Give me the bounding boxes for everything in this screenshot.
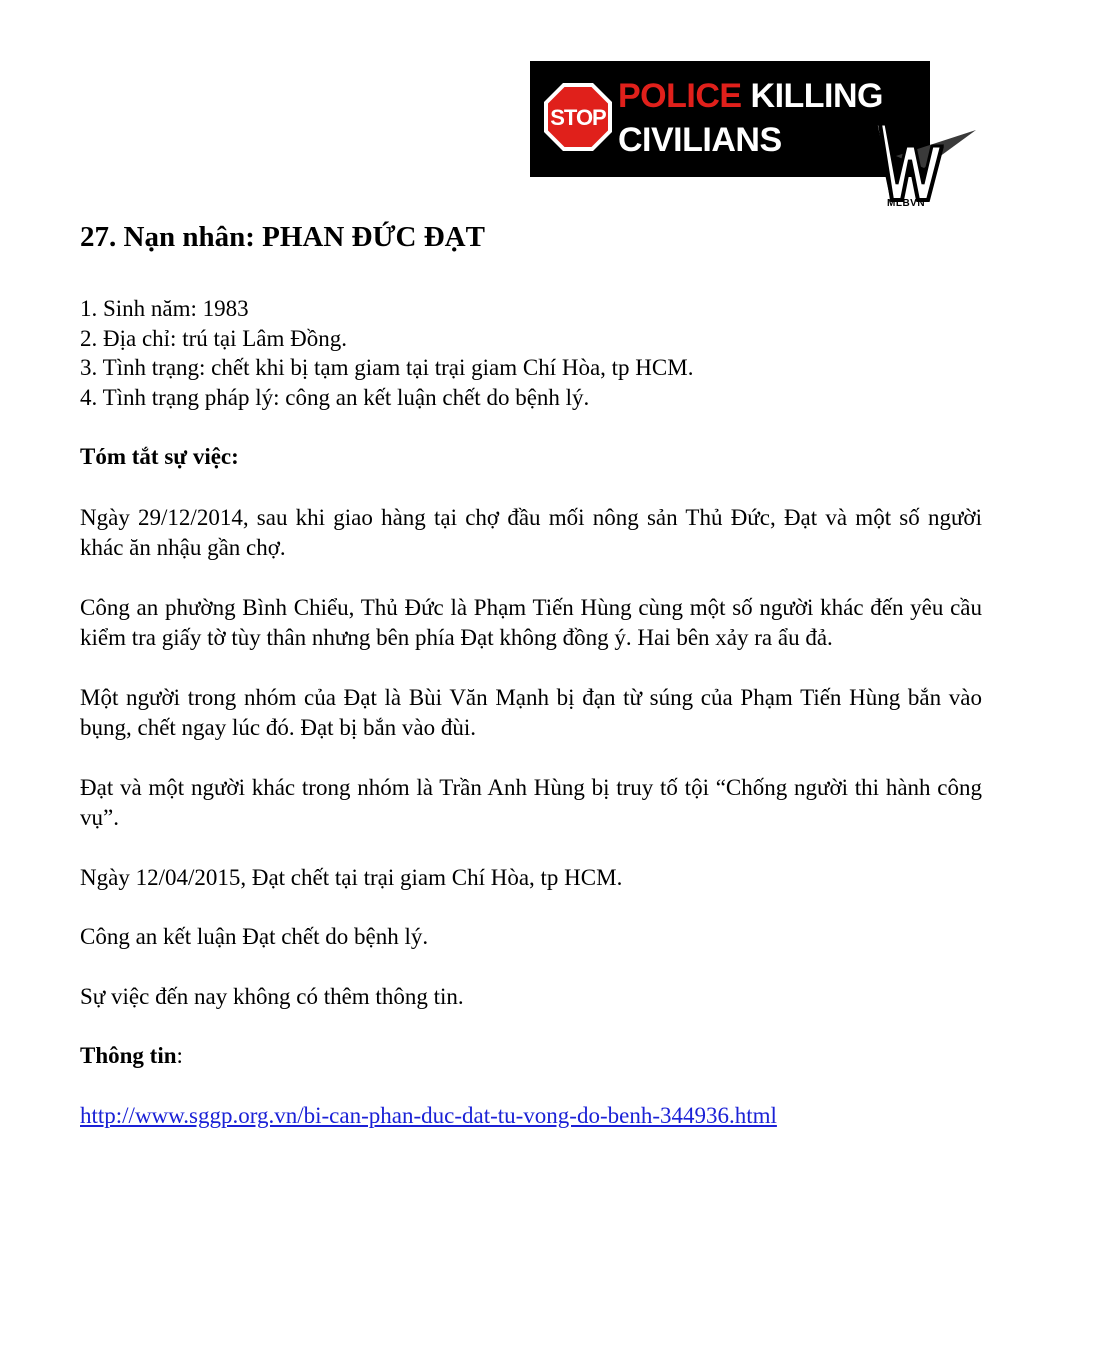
logo-police-text: POLICE xyxy=(618,77,742,115)
source-heading xyxy=(80,1041,982,1071)
logo-mark-text: MLBVN xyxy=(887,198,926,209)
logo-line-1 xyxy=(618,78,883,114)
stop-sign-icon xyxy=(542,81,614,153)
logo-killing-text: KILLING xyxy=(741,77,884,115)
paragraph: Sự việc đến nay không có thêm thông tin. xyxy=(80,984,464,1009)
paragraph: Một người trong nhóm của Đạt là Bùi Văn Mạnh bị đạn từ súng của Phạm Tiến Hùng bắn vào bụng, chết ngay lúc đó. Đạt bị bắn vào đùi. xyxy=(80,685,982,740)
source-link[interactable]: http://www.sggp.org.vn/bi-can-phan-duc-dat-tu-vong-do-benh-344936.html xyxy=(80,1103,777,1128)
info-item-legal-status: 4. Tình trạng pháp lý: công an kết luận chết do bệnh lý. xyxy=(80,384,590,410)
summary-heading: Tóm tắt sự việc: xyxy=(80,444,239,469)
info-item-birth-year: 1. Sinh năm: 1983 xyxy=(80,296,249,321)
paragraph: Công an phường Bình Chiểu, Thủ Đức là Phạm Tiến Hùng cùng một số người khác đến yêu cầu kiểm tra giấy tờ tùy thân nhưng bên phía Đạt không đồng ý. Hai bên xảy ra ẩu đả. xyxy=(80,595,982,650)
logo-civilians-text: CIVILIANS xyxy=(618,121,782,159)
paragraph: Ngày 29/12/2014, sau khi giao hàng tại chợ đầu mối nông sản Thủ Đức, Đạt và một số người khác ăn nhậu gần chợ. xyxy=(80,505,982,560)
document-body xyxy=(80,218,982,1131)
source-heading-colon: : xyxy=(176,1043,183,1068)
info-item-address: 2. Địa chỉ: trú tại Lâm Đồng. xyxy=(80,325,347,351)
paragraph: Đạt và một người khác trong nhóm là Trần Anh Hùng bị truy tố tội “Chống người thi hành công vụ”. xyxy=(80,775,982,830)
stop-sign-text: STOP xyxy=(550,105,606,130)
info-item-status: 3. Tình trạng: chết khi bị tạm giam tại trại giam Chí Hòa, tp HCM. xyxy=(80,355,694,380)
page-title: 27. Nạn nhân: PHAN ĐỨC ĐẠT xyxy=(80,221,485,253)
victim-info-list xyxy=(80,294,982,412)
paragraph: Ngày 12/04/2015, Đạt chết tại trại giam Chí Hòa, tp HCM. xyxy=(80,865,623,890)
paragraph: Công an kết luận Đạt chết do bệnh lý. xyxy=(80,924,429,949)
source-heading-label: Thông tin xyxy=(80,1043,177,1068)
